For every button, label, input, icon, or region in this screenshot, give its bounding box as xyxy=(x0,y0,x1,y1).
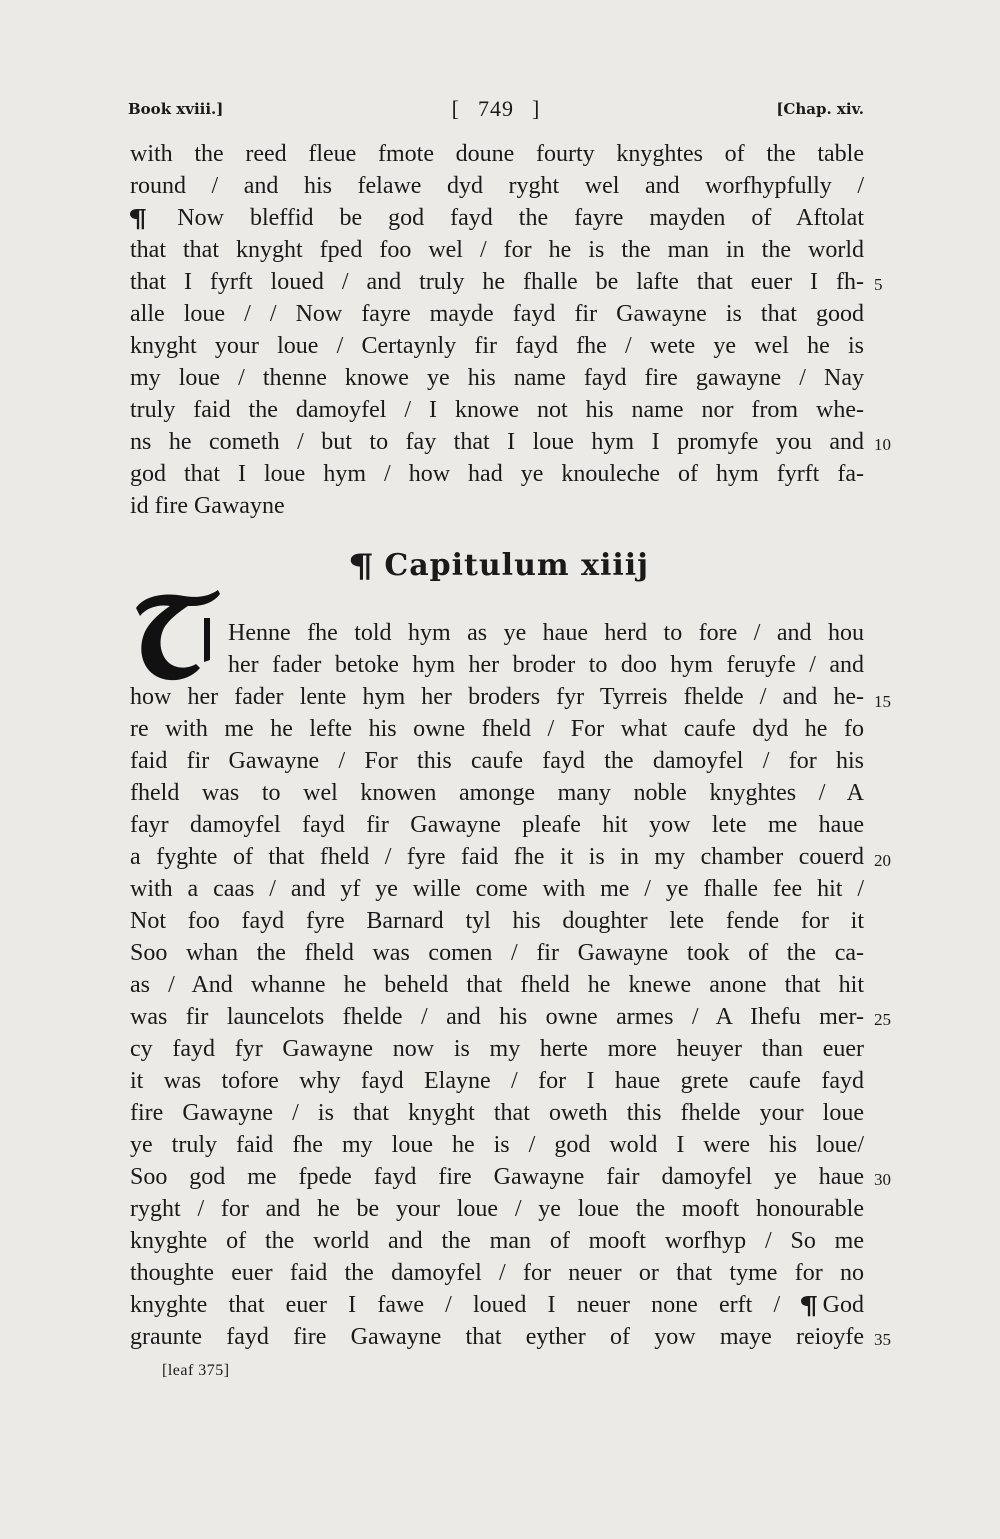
text-line: that that knyght fped foo wel / for he is the man in the world xyxy=(130,237,864,263)
text-line: faid fir Gawayne / For this caufe fayd the damoyfel / for his xyxy=(130,748,864,774)
text-line: Soo whan the fheld was comen / fir Gawayne took of the ca- xyxy=(130,940,864,966)
line-number: 10 xyxy=(874,435,891,454)
text-line: Henne fhe told hym as ye haue herd to fore / and hou xyxy=(228,620,864,646)
text-line: truly faid the damoyfel / I knowe not his name nor from whe- xyxy=(130,397,864,423)
text-line: it was tofore why fayd Elayne / for I haue grete caufe fayd xyxy=(130,1068,864,1094)
line-number: 5 xyxy=(874,275,883,294)
page-number: [ 749 ] xyxy=(451,96,541,121)
text-line: round / and his felawe dyd ryght wel and worfhypfully / xyxy=(130,173,864,199)
chapter-label: [Chap. xiv. xyxy=(776,100,864,118)
drop-cap-t-icon xyxy=(130,588,222,684)
text-line: ryght / for and he be your loue / ye loue the mooft honourable xyxy=(130,1196,864,1222)
text-line: Not foo fayd fyre Barnard tyl his doughter lete fende for it xyxy=(130,908,864,934)
text-line: ns he cometh / but to fay that I loue hym I promyfe you and xyxy=(130,429,864,455)
line-number: 25 xyxy=(874,1010,891,1029)
text-line: fheld was to wel knowen amonge many noble knyghtes / A xyxy=(130,780,864,806)
text-line: fire Gawayne / is that knyght that oweth this fhelde your loue xyxy=(130,1100,864,1126)
text-line: my loue / thenne knowe ye his name fayd fire gawayne / Nay xyxy=(130,365,864,391)
text-line: fayr damoyfel fayd fir Gawayne pleafe hit yow lete me haue xyxy=(130,812,864,838)
pilcrow-mark: ¶ xyxy=(799,1291,819,1320)
pilcrow-mark: ¶ xyxy=(127,204,148,233)
text-line: with a caas / and yf ye wille come with me / ye fhalle fee hit / xyxy=(130,876,864,902)
text-line: knyghte that euer I fawe / loued I neuer none erft / ¶ God xyxy=(130,1291,864,1320)
line-number: 20 xyxy=(874,851,891,870)
text-line: was fir launcelots fhelde / and his owne armes / A Ihefu mer- xyxy=(130,1004,864,1030)
text-line: graunte fayd fire Gawayne that eyther of yow maye reioyfe xyxy=(130,1324,864,1350)
text-line: alle loue / / Now fayre mayde fayd fir Gawayne is that good xyxy=(130,301,864,327)
text-line: ye truly faid fhe my loue he is / god wold I were his loue/ xyxy=(130,1132,864,1158)
line-number: 15 xyxy=(874,692,891,711)
text-line: Soo god me fpede fayd fire Gawayne fair damoyfel ye haue xyxy=(130,1164,864,1190)
text-line: god that I loue hym / how had ye knouleche of hym fyrft fa- xyxy=(130,461,864,487)
text-line: as / And whanne he beheld that fheld he knewe anone that hit xyxy=(130,972,864,998)
line-number: 30 xyxy=(874,1170,891,1189)
book-label: Book xviii.] xyxy=(128,100,224,118)
text-line: a fyghte of that fheld / fyre faid fhe it is in my chamber couerd xyxy=(130,844,864,870)
text-line: cy fayd fyr Gawayne now is my herte more heuyer than euer xyxy=(130,1036,864,1062)
text-line: knyght your loue / Certaynly fir fayd fhe / wete ye wel he is xyxy=(130,333,864,359)
text-line: thoughte euer faid the damoyfel / for neuer or that tyme for no xyxy=(130,1260,864,1286)
text-line: how her fader lente hym her broders fyr Tyrreis fhelde / and he- xyxy=(130,684,864,710)
text-line: with the reed fleue fmote doune fourty knyghtes of the table xyxy=(130,141,864,167)
pilcrow-mark: ¶ xyxy=(347,547,376,585)
running-head xyxy=(128,96,864,126)
text-line: re with me he lefte his owne fheld / For what caufe dyd he fo xyxy=(130,716,864,742)
text-line: ¶ Now bleffid be god fayd the fayre mayden of Aftolat xyxy=(127,204,864,233)
text-line: her fader betoke hym her broder to doo hym feruyfe / and xyxy=(228,652,864,678)
text-line: id fire Gawayne xyxy=(130,493,285,519)
line-number: 35 xyxy=(874,1330,891,1349)
text-line: that I fyrft loued / and truly he fhalle be lafte that euer I fh- xyxy=(130,269,864,295)
chapter-heading: ¶ Capitulum xiiij xyxy=(347,547,650,585)
leaf-note: [leaf 375] xyxy=(162,1362,230,1379)
text-line: knyghte of the world and the man of mooft worfhyp / So me xyxy=(130,1228,864,1254)
